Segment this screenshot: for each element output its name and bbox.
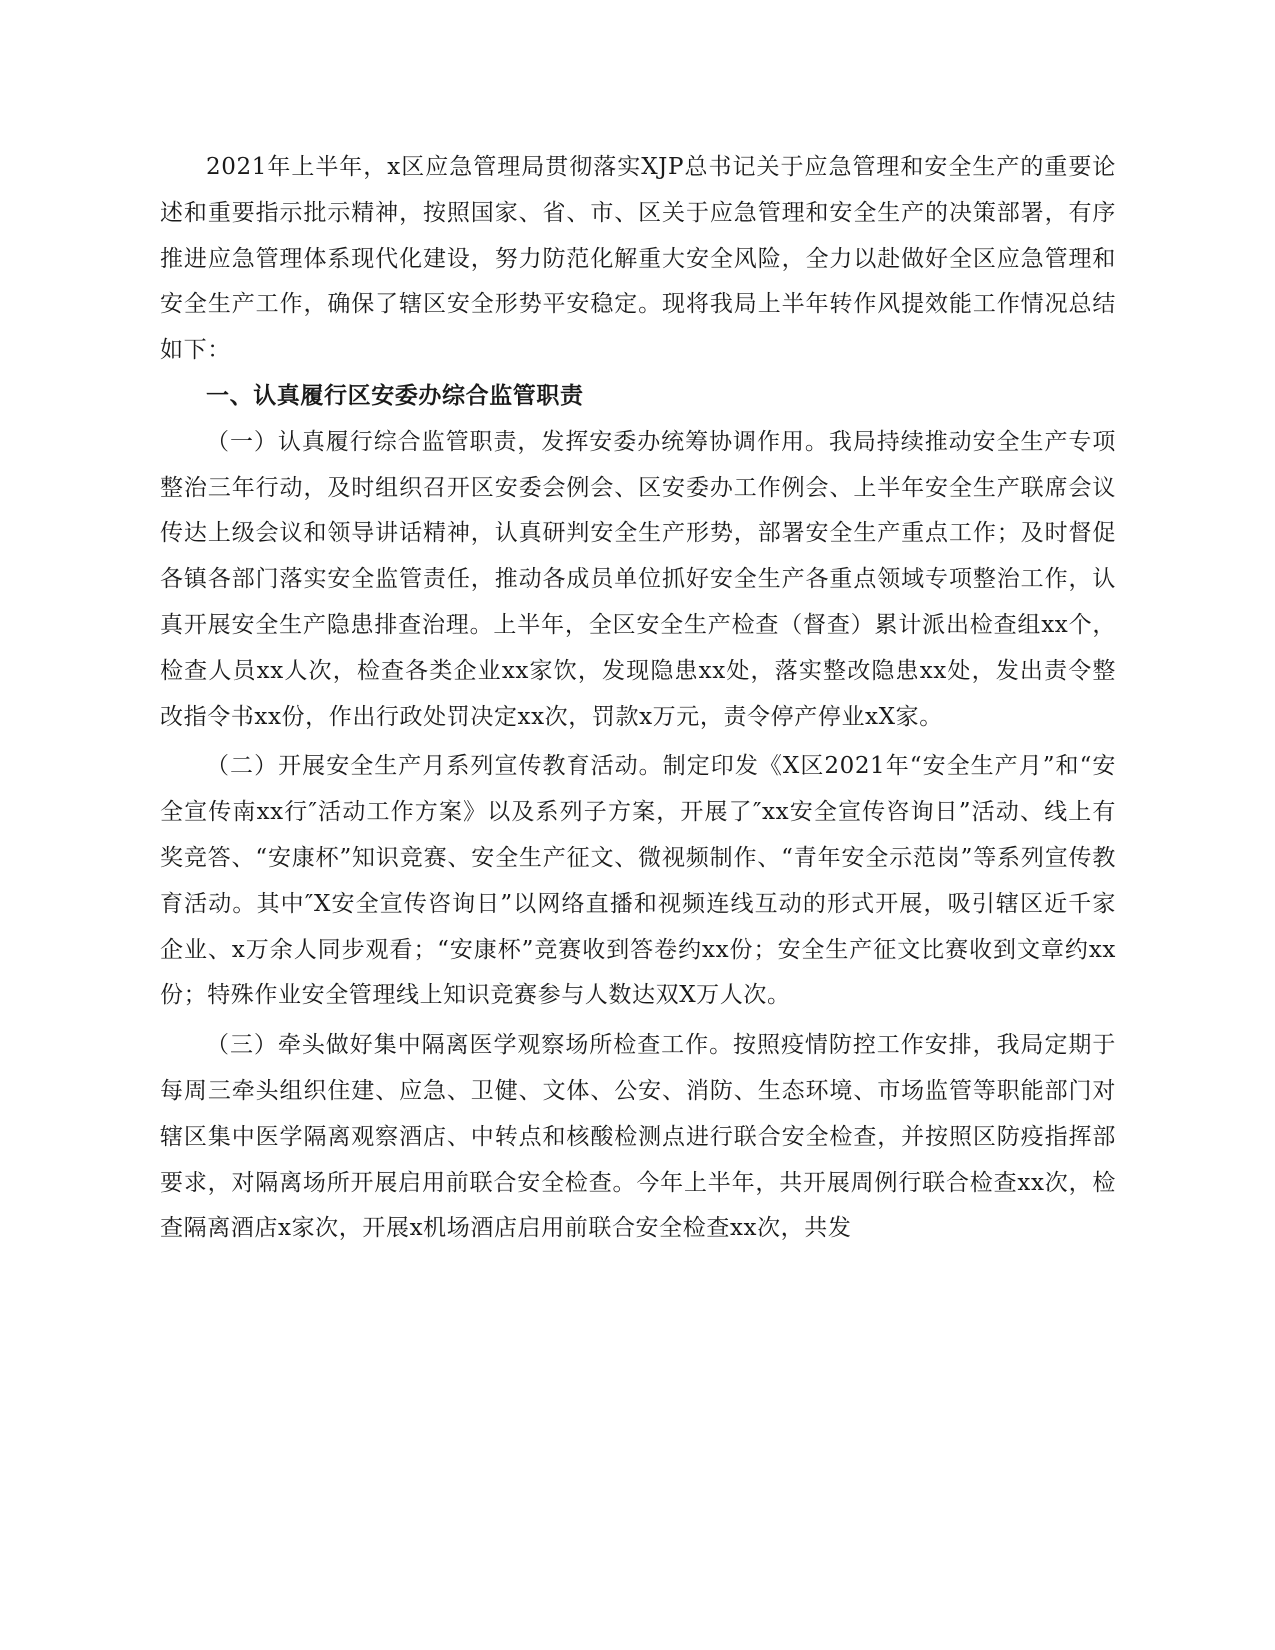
paragraph-1: （一）认真履行综合监管职责，发挥安委办统筹协调作用。我局持续推动安全生产专项整治三年行动，及时组织召开区安委会例会、区安委办工作例会、上半年安全生产联席会议传达上级会议和领导讲话精神，认真研判安全生产形势，部署安全生产重点工作；及时督促各镇各部门落实安全监管责任，推动各成员单位抓好安全生产各重点领域专项整治工作，认真开展安全生产隐患排查治理。上半年，全区安全生产检查（督查）累计派出检查组xx个，检查人员xx人次，检查各类企业xx家饮，发现隐患xx处，落实整改隐患xx处，发出责令整改指令书xx份，作出行政处罚决定xx次，罚款x万元，责令停产停业xX家。 [160, 428, 1116, 730]
document-body [160, 145, 1116, 1252]
paragraph-2: （二）开展安全生产月系列宣传教育活动。制定印发《X区2021年“安全生产月”和“安全宣传南xx行″活动工作方案》以及系列子方案，开展了″xx安全宣传咨询日”活动、线上有奖竞答、“安康杯”知识竞赛、安全生产征文、微视频制作、“青年安全示范岗”等系列宣传教育活动。其中″X安全宣传咨询日”以网络直播和视频连线互动的形式开展，吸引辖区近千家企业、x万余人同步观看；“安康杯”竞赛收到答卷约xx份；安全生产征文比赛收到文章约xx份；特殊作业安全管理线上知识竞赛参与人数达双X万人次。 [160, 753, 1116, 1009]
section-heading: 一、认真履行区安委办综合监管职责 [206, 382, 584, 409]
paragraph-3: （三）牵头做好集中隔离医学观察场所检查工作。按照疫情防控工作安排，我局定期于每周三牵头组织住建、应急、卫健、文体、公安、消防、生态环境、市场监管等职能部门对辖区集中医学隔离观察酒店、中转点和核酸检测点进行联合安全检查，并按照区防疫指挥部要求，对隔离场所开展启用前联合安全检查。今年上半年，共开展周例行联合检查xx次，检查隔离酒店x家次，开展x机场酒店启用前联合安全检查xx次，共发 [160, 1032, 1116, 1242]
intro-paragraph: 2021年上半年，x区应急管理局贯彻落实XJP总书记关于应急管理和安全生产的重要论述和重要指示批示精神，按照国家、省、市、区关于应急管理和安全生产的决策部署，有序推进应急管理体系现代化建设，努力防范化解重大安全风险，全力以赴做好全区应急管理和安全生产工作，确保了辖区安全形势平安稳定。现将我局上半年转作风提效能工作情况总结如下： [160, 154, 1116, 364]
